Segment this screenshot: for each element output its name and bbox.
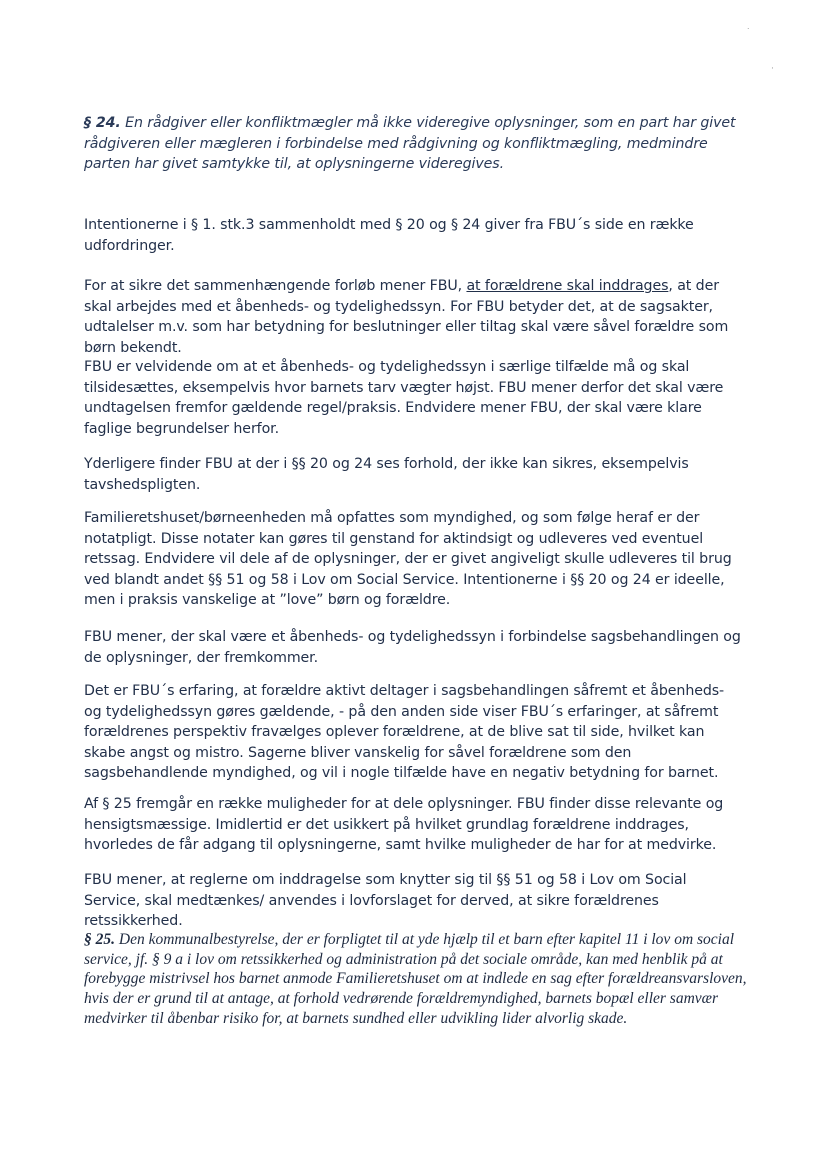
section-24-number: § 24.	[84, 115, 121, 131]
body-paragraph-9: FBU mener, at reglerne om inddragelse som knytter sig til §§ 51 og 58 i Lov om Social Service, skal medtænkes/ anvendes i lovforslaget for derved, at sikre forældrenes retssikkerhed.	[84, 872, 687, 929]
body-paragraph-1: Intentionerne i § 1. stk.3 sammenholdt med § 20 og § 24 giver fra FBU´s side en række udfordringer.	[84, 217, 694, 254]
underlined-phrase: at forældrene skal inddrages	[466, 278, 669, 294]
body-paragraph-6: FBU mener, der skal være et åbenheds- og tydelighedssyn i forbindelse sagsbehandlingen og de oplysninger, der fremkommer.	[84, 629, 741, 666]
scan-speck: ·	[771, 64, 774, 74]
body-paragraph-3: FBU er velvidende om at et åbenheds- og tydelighedssyn i særlige tilfælde må og skal tilsidesættes, eksempelvis hvor barnets tarv vægter højst. FBU mener derfor det skal være undtagelsen fremfor gældende regel/praksis. Endvidere mener FBU, der skal være klare faglige begrundelser herfor.	[84, 359, 724, 437]
body-paragraph-2-start: For at sikre det sammenhængende forløb mener FBU,	[84, 278, 467, 294]
body-paragraph-7: Det er FBU´s erfaring, at forældre aktivt deltager i sagsbehandlingen såfremt et åbenheds- og tydelighedssyn gøres gældende, - på den anden side viser FBU´s erfaringer, at såfremt forældrenes perspektiv fravælges oplever forældrene, at de blive sat til side, hvilket kan skabe angst og mistro. Sagerne bliver vanskelig for såvel forældrene som den sagsbehandlende myndighed, og vil i nogle tilfælde have en negativ betydning for barnet.	[84, 683, 725, 781]
body-paragraph-5: Familieretshuset/børneenheden må opfattes som myndighed, og som følge heraf er der notatpligt. Disse notater kan gøres til genstand for aktindsigt og udleveres ved eventuel retssag. Endvidere vil dele af de oplysninger, der er givet angiveligt skulle udleveres til brug ved blandt andet §§ 51 og 58 i Lov om Social Service. Intentionerne i §§ 20 og 24 er ideelle, men i praksis vanskelige at ”love” børn og forældre.	[84, 510, 732, 608]
section-25-number: § 25.	[84, 931, 115, 948]
section-24-text: En rådgiver eller konfliktmægler må ikke videregive oplysninger, som en part har givet rådgiveren eller mægleren i forbindelse med rådgivning og konfliktmægling, medmindre parten har givet samtykke til, at oplysningerne videregives.	[84, 115, 736, 172]
body-paragraph-2	[84, 276, 744, 358]
body-paragraph-8: Af § 25 fremgår en række muligheder for at dele oplysninger. FBU finder disse relevante og hensigtsmæssige. Imidlertid er det usikkert på hvilket grundlag forældrene inddrages, hvorledes de får adgang til oplysningerne, samt hvilke muligheder de har for at medvirke.	[84, 796, 724, 853]
scan-speck: ˙	[746, 28, 751, 38]
body-paragraph-4: Yderligere finder FBU at der i §§ 20 og 24 ses forhold, der ikke kan sikres, eksempelvis tavshedspligten.	[84, 456, 689, 493]
section-25-text: Den kommunalbestyrelse, der er forpligtet til at yde hjælp til et barn efter kapitel 11 i lov om social service, jf. § 9 a i lov om retssikkerhed og administration på det sociale område, kan med henblik på at forebygge mistrivsel hos barnet anmode Familieretshuset om at indlede en sag efter forældreansvarsloven, hvis der er grund til at antage, at forhold vedrørende forældremyndighed, barnets bopæl eller samvær medvirker til åbenbar risiko for, at barnets sundhed eller udvikling lider alvorlig skade.	[84, 931, 747, 1027]
body-paragraph-2-end: , at der skal arbejdes med et åbenheds- og tydelighedssyn. For FBU betyder det, at de sagsakter, udtalelser m.v. som har betydning for beslutninger eller tiltag skal være såvel forældre som børn bekendt.	[84, 278, 729, 356]
paragraph-24-quote	[84, 113, 744, 175]
paragraph-25-quote	[84, 930, 764, 1029]
